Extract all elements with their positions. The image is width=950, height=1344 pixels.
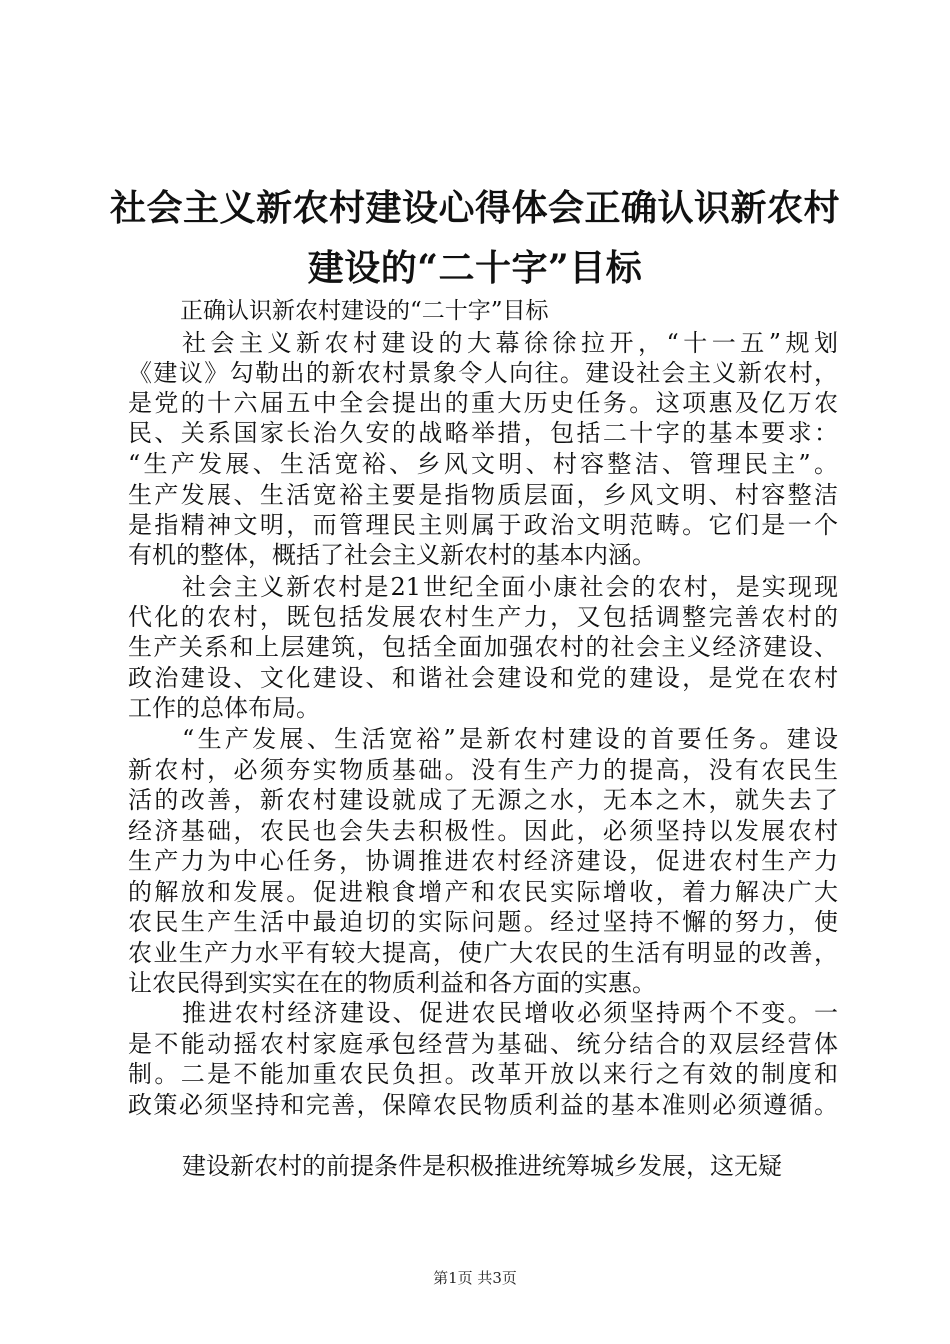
body-text-line: “生产发展、生活宽裕、乡风文明、村容整洁、管理民主”。: [128, 450, 838, 478]
body-text-line: 民、关系国家长治久安的战略举措，包括二十字的基本要求：: [128, 419, 838, 447]
document-title-line-2: 建设的“二十字”目标: [307, 247, 643, 289]
body-text-line: 代化的农村，既包括发展农村生产力，又包括调整完善农村的: [128, 603, 838, 631]
body-text-line: 农业生产力水平有较大提高，使广大农民的生活有明显的改善，: [128, 939, 838, 967]
body-text-line: 让农民得到实实在在的物质利益和各方面的实惠。: [128, 969, 656, 997]
body-text-line: 政治建设、文化建设、和谐社会建设和党的建设，是党在农村: [128, 664, 838, 692]
body-text-line: “生产发展、生活宽裕”是新农村建设的首要任务。建设: [182, 725, 838, 753]
body-text-line: 活的改善，新农村建设就成了无源之水，无本之木，就失去了: [128, 786, 838, 814]
body-text-line: 生产发展、生活宽裕主要是指物质层面，乡风文明、村容整洁: [128, 481, 838, 509]
body-text-line: 建设新农村的前提条件是积极推进统筹城乡发展，这无疑: [182, 1152, 782, 1180]
document-subtitle: 正确认识新农村建设的“二十字”目标: [180, 298, 549, 324]
body-text-line: 是不能动摇农村家庭承包经营为基础、统分结合的双层经营体: [128, 1030, 838, 1058]
page-footer: 第1页 共3页: [433, 1269, 517, 1287]
body-text-line: 生产力为中心任务，协调推进农村经济建设，促进农村生产力: [128, 847, 838, 875]
body-text-line: 生产关系和上层建筑，包括全面加强农村的社会主义经济建设、: [128, 633, 838, 661]
body-text-line: 的解放和发展。促进粮食增产和农民实际增收，着力解决广大: [128, 878, 838, 906]
body-text-line: 制。二是不能加重农民负担。改革开放以来行之有效的制度和: [128, 1060, 838, 1088]
body-text-line: 农民生产生活中最迫切的实际问题。经过坚持不懈的努力，使: [128, 908, 838, 936]
body-text-line: 《建议》勾勒出的新农村景象令人向往。建设社会主义新农村，: [128, 359, 838, 387]
body-text-line: 新农村，必须夯实物质基础。没有生产力的提高，没有农民生: [128, 756, 838, 784]
body-text-line: 是指精神文明，而管理民主则属于政治文明范畴。它们是一个: [128, 511, 838, 539]
body-text-line: 社会主义新农村是21世纪全面小康社会的农村，是实现现: [182, 573, 838, 601]
body-text-line: 社会主义新农村建设的大幕徐徐拉开，“十一五”规划: [182, 329, 838, 357]
body-text-line: 经济基础，农民也会失去积极性。因此，必须坚持以发展农村: [128, 817, 838, 845]
body-text-line: 工作的总体布局。: [128, 694, 320, 722]
body-text-line: 政策必须坚持和完善，保障农民物质利益的基本准则必须遵循。: [128, 1091, 838, 1119]
body-text-line: 有机的整体，概括了社会主义新农村的基本内涵。: [128, 541, 656, 569]
body-text-line: 是党的十六届五中全会提出的重大历史任务。这项惠及亿万农: [128, 389, 838, 417]
body-text-line: 推进农村经济建设、促进农民增收必须坚持两个不变。一: [182, 999, 838, 1027]
document-title-line-1: 社会主义新农村建设心得体会正确认识新农村: [110, 187, 841, 229]
